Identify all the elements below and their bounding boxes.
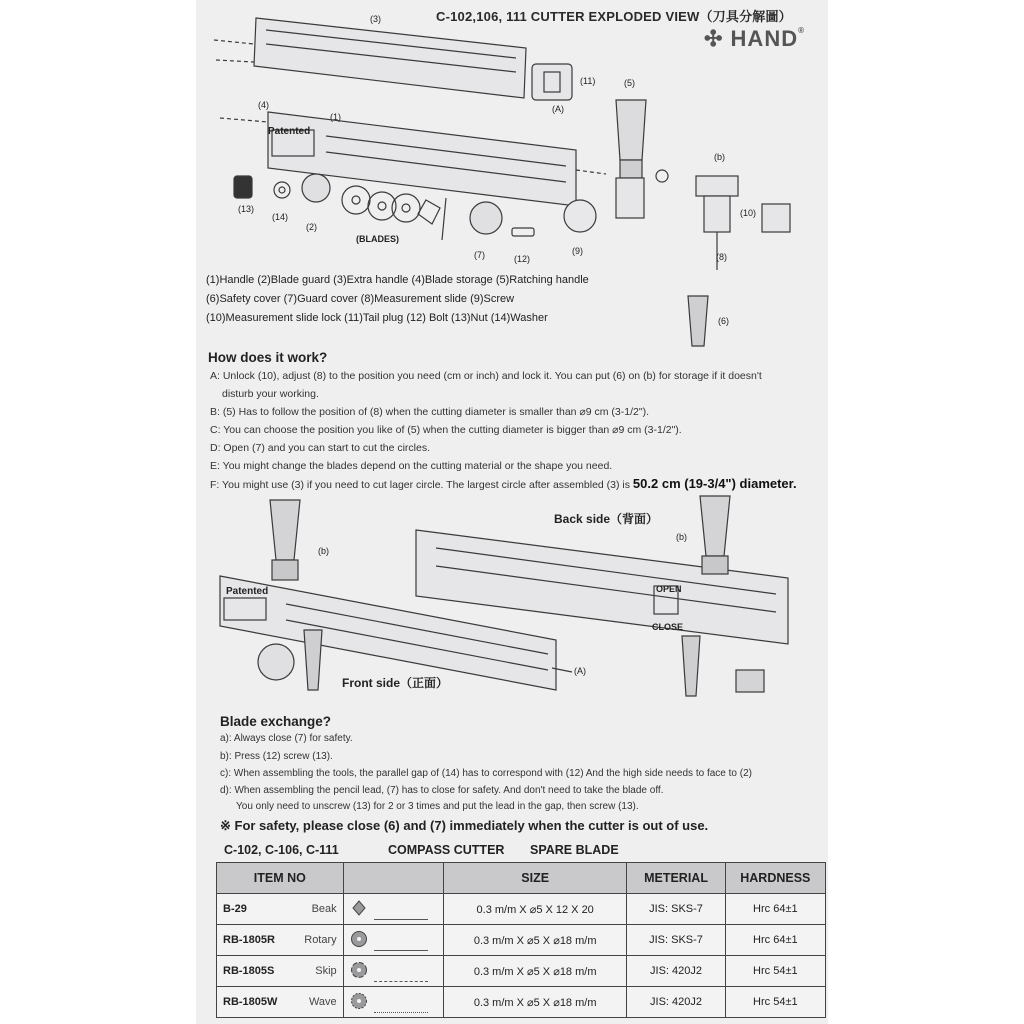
- callout-3: (3): [370, 14, 381, 24]
- parts-legend-row-3: (10)Measurement slide lock (11)Tail plug (12) Bolt (13)Nut (14)Washer: [206, 312, 548, 324]
- header-material: METERIAL: [627, 863, 725, 894]
- item-code: RB-1805W: [223, 996, 278, 1008]
- header-blade-image: [343, 863, 443, 894]
- table-row: [217, 956, 826, 987]
- callout-7: (7): [474, 250, 485, 260]
- callout-a: (A): [552, 104, 564, 114]
- blade-exchange-title: Blade exchange?: [220, 714, 332, 729]
- instruction-sheet: [196, 0, 828, 1024]
- callout-14: (14): [272, 212, 289, 222]
- material-cell: JIS: SKS-7: [627, 894, 725, 925]
- callout-2: (2): [306, 222, 317, 232]
- parts-legend-row-2: (6)Safety cover (7)Guard cover (8)Measurement slide (9)Screw: [206, 293, 515, 305]
- blade-underline: [374, 1012, 428, 1013]
- how-step-d: D: Open (7) and you can start to cut the circles.: [210, 442, 431, 454]
- beak-blade-icon: [350, 899, 368, 917]
- hardness-cell: Hrc 64±1: [725, 925, 825, 956]
- item-cell: [217, 987, 344, 1018]
- patented-mark: Patented: [268, 126, 311, 137]
- callout-5: (5): [624, 78, 635, 88]
- item-code: B-29: [223, 903, 247, 915]
- material-cell: JIS: SKS-7: [627, 925, 725, 956]
- blade-step-a: a): Always close (7) for safety.: [220, 733, 353, 744]
- callout-6: (6): [718, 316, 729, 326]
- parts-legend-row-1: (1)Handle (2)Blade guard (3)Extra handle (4)Blade storage (5)Ratching handle: [206, 274, 589, 286]
- close-label: CLOSE: [652, 622, 684, 632]
- table-row: [217, 894, 826, 925]
- blade-image-cell: [343, 987, 443, 1018]
- size-cell: 0.3 m/m X ⌀5 X ⌀18 m/m: [443, 925, 626, 956]
- brand-logo: ✣ HAND®: [704, 26, 806, 51]
- item-type: Rotary: [304, 934, 337, 946]
- blade-image-cell: [343, 925, 443, 956]
- callout-13: (13): [238, 204, 255, 214]
- blade-image-cell: [343, 956, 443, 987]
- front-side-label: Front side（正面）: [342, 676, 449, 690]
- brand-name: HAND: [730, 26, 799, 51]
- how-step-f-text: F: You might use (3) if you need to cut lager circle. The largest circle after assembled (3) is: [210, 479, 630, 491]
- table-header-row: [217, 863, 826, 894]
- item-code: RB-1805R: [223, 934, 275, 946]
- wave-blade-icon: [350, 992, 368, 1010]
- blade-step-c: c): When assembling the tools, the parallel gap of (14) has to correspond with (12) And the high side needs to face to (2): [220, 768, 752, 779]
- back-side-label: Back side（背面）: [554, 512, 659, 526]
- table-row: [217, 987, 826, 1018]
- model-numbers: C-102, C-106, C-111: [224, 843, 339, 857]
- blade-underline: [374, 950, 428, 951]
- header-hardness: HARDNESS: [725, 863, 825, 894]
- item-type: Beak: [311, 903, 337, 915]
- spare-blade-label: SPARE BLADE: [530, 843, 619, 857]
- table-row: [217, 925, 826, 956]
- blade-step-b: b): Press (12) screw (13).: [220, 751, 333, 762]
- material-cell: JIS: 420J2: [627, 987, 725, 1018]
- item-type: Skip: [315, 965, 337, 977]
- how-it-works-title: How does it work?: [208, 350, 328, 365]
- hardness-cell: Hrc 64±1: [725, 894, 825, 925]
- blade-step-d-cont: You only need to unscrew (13) for 2 or 3 times and put the lead in the gap, then screw (13).: [236, 801, 639, 812]
- registered-mark: ®: [798, 26, 806, 35]
- hardness-cell: Hrc 54±1: [725, 987, 825, 1018]
- back-callout-b: (b): [676, 532, 687, 542]
- rotary-blade-icon: [350, 930, 368, 948]
- how-step-c: C: You can choose the position you like of (5) when the cutting diameter is bigger than ⌀9 cm (3-1/2").: [210, 424, 682, 436]
- skip-blade-icon: [350, 961, 368, 979]
- header-item-no: ITEM NO: [217, 863, 344, 894]
- callout-b: (b): [714, 152, 725, 162]
- size-cell: 0.3 m/m X ⌀5 X 12 X 20: [443, 894, 626, 925]
- safety-note: ※ For safety, please close (6) and (7) immediately when the cutter is out of use.: [220, 818, 709, 833]
- material-cell: JIS: 420J2: [627, 956, 725, 987]
- front-patented-mark: Patented: [226, 586, 269, 597]
- how-step-f: [210, 476, 797, 491]
- how-step-a: A: Unlock (10), adjust (8) to the position you need (cm or inch) and lock it. You can put (6) on (b) for storage if it doesn't: [210, 370, 762, 382]
- blade-image-cell: [343, 894, 443, 925]
- how-step-e: E: You might change the blades depend on the cutting material or the shape you need.: [210, 460, 613, 472]
- hardness-cell: Hrc 54±1: [725, 956, 825, 987]
- product-name: COMPASS CUTTER: [388, 843, 505, 857]
- item-cell: [217, 956, 344, 987]
- callout-8: (8): [716, 252, 727, 262]
- callout-1: (1): [330, 112, 341, 122]
- blades-label: (BLADES): [356, 234, 399, 244]
- header-size: SIZE: [443, 863, 626, 894]
- size-cell: 0.3 m/m X ⌀5 X ⌀18 m/m: [443, 987, 626, 1018]
- how-step-b: B: (5) Has to follow the position of (8) when the cutting diameter is smaller than ⌀9 cm (3-1/2").: [210, 406, 649, 418]
- how-step-a-cont: disturb your working.: [222, 388, 319, 400]
- callout-9: (9): [572, 246, 583, 256]
- open-label: OPEN: [656, 584, 682, 594]
- largest-diameter: 50.2 cm (19-3/4") diameter.: [632, 476, 797, 491]
- item-type: Wave: [308, 996, 337, 1008]
- callout-11: (11): [580, 76, 596, 86]
- blade-underline: [374, 981, 428, 982]
- callout-4: (4): [258, 100, 269, 110]
- front-callout-a: (A): [574, 666, 586, 676]
- front-callout-b: (b): [318, 546, 329, 556]
- callout-10: (10): [740, 208, 757, 218]
- item-cell: [217, 894, 344, 925]
- blade-underline: [374, 919, 428, 920]
- item-cell: [217, 925, 344, 956]
- page-title: C-102,106, 111 CUTTER EXPLODED VIEW（刀具分解圖）: [436, 9, 792, 24]
- size-cell: 0.3 m/m X ⌀5 X ⌀18 m/m: [443, 956, 626, 987]
- blade-step-d: d): When assembling the pencil lead, (7) has to close for safety. And don't need to take the blade off.: [220, 785, 664, 796]
- item-code: RB-1805S: [223, 965, 275, 977]
- spare-blade-table: [216, 862, 826, 1018]
- callout-12: (12): [514, 254, 531, 264]
